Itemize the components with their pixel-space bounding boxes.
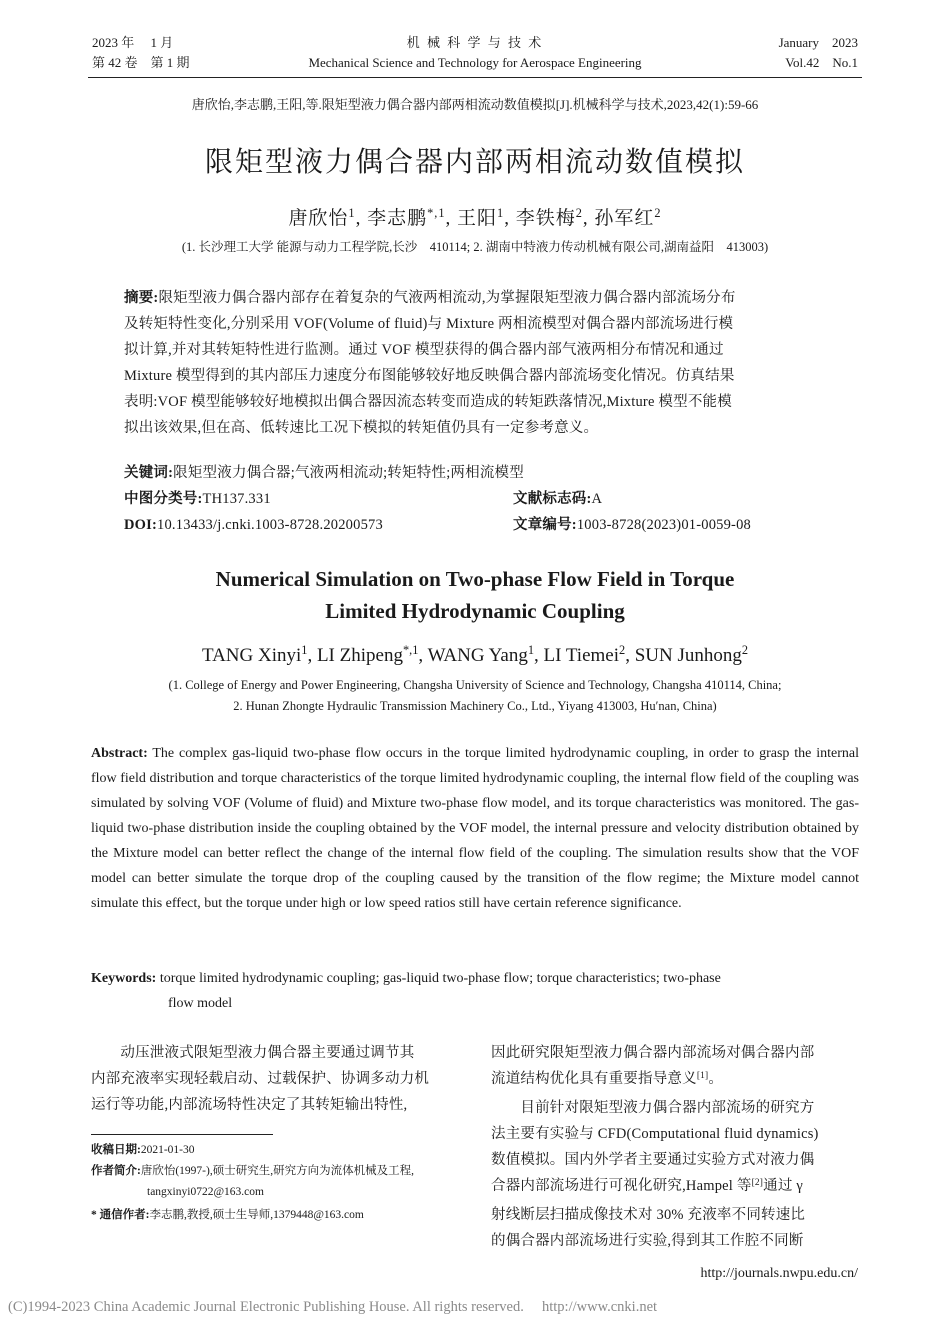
author-en-name: WANG Yang [427, 645, 528, 666]
title-cn: 限矩型液力偶合器内部两相流动数值模拟 [204, 145, 745, 178]
bio-value: 唐欣怡(1997-),硕士研究生,研究方向为流体机械及工程, [140, 1165, 414, 1177]
abstract-en [91, 741, 859, 916]
clc-label: 中图分类号: [124, 491, 203, 507]
header-journal-en: Mechanical Science and Technology for Aerospace Engineering [308, 55, 642, 70]
footnote-corresponding [91, 1205, 364, 1226]
keywords-en-label: Keywords: [91, 971, 157, 986]
header-volume-en: Vol.42 No.1 [785, 55, 858, 70]
header-journal-cn: 机 械 科 学 与 技 术 [406, 35, 544, 50]
keywords-cn [124, 460, 524, 486]
keywords-en-text: torque limited hydrodynamic coupling; gas-liquid two-phase flow; torque characteristics; two-phase [159, 971, 721, 986]
author-en-sup: 1 [527, 643, 535, 658]
body-left-line: 运行等功能,内部流场特性决定了其转矩输出特性, [91, 1097, 408, 1113]
corr-value: 李志鹏,教授,硕士生导师,1379448@163.com [149, 1209, 364, 1221]
abstract-cn-label: 摘要: [124, 290, 159, 306]
author-cn-name: 李志鹏 [367, 208, 428, 229]
keywords-cn-text: 限矩型液力偶合器;气液两相流动;转矩特性;两相流模型 [173, 465, 524, 481]
author-en-name: SUN Junhong [634, 645, 742, 666]
body-right-line: 因此研究限矩型液力偶合器内部流场对偶合器内部 [491, 1045, 815, 1061]
doc-code [513, 486, 602, 512]
body-right-line: 法主要有实验与 CFD(Computational fluid dynamics) [491, 1125, 819, 1142]
footnote-received [91, 1140, 195, 1161]
body-right-column [491, 1040, 863, 1254]
header-date: 2023 年 1 月 [92, 35, 174, 50]
abstract-cn-line: 限矩型液力偶合器内部存在着复杂的气液两相流动,为掌握限矩型液力偶合器内部流场分布 [158, 290, 736, 306]
journal-url[interactable]: http://journals.nwpu.edu.cn/ [700, 1266, 858, 1281]
body-right-line: 射线断层扫描成像技术对 30% 充液率不同转速比 [491, 1206, 806, 1223]
cnki-watermark: (C)1994-2023 China Academic Journal Electronic Publishing House. All rights reserved. http://www.cnki.net [8, 1299, 658, 1315]
author-cn-sup: 1 [497, 206, 505, 221]
keywords-cn-label: 关键词: [124, 465, 174, 481]
keywords-en [91, 966, 859, 991]
body-right-line: 目前针对限矩型液力偶合器内部流场的研究方 [491, 1099, 815, 1116]
author-en-name: LI Tiemei [543, 645, 620, 666]
article-number-value: 1003-8728(2023)01-0059-08 [576, 517, 751, 533]
abstract-cn [124, 285, 834, 441]
body-right-line: 流道结构优化具有重要指导意义[1]。 [491, 1071, 724, 1088]
abstract-cn-line: 拟计算,并对其转矩特性进行监测。通过 VOF 模型获得的偶合器内部气液两相分布情况和通过 [124, 342, 724, 358]
authors-en: TANG Xinyi$^1$, LI Zhipeng$^{*,1}$, WANG Yang$^1$, LI Tiemei$^2$, SUN Junhong$^2$ [201, 643, 749, 666]
author-en-sup: *,1 [402, 643, 419, 658]
title-en-line: Numerical Simulation on Two-phase Flow Field in Torque [215, 567, 735, 591]
affiliation-en-line: 2. Hunan Zhongte Hydraulic Transmission Machinery Co., Ltd., Yiyang 413003, Hu′nan, China) [233, 699, 717, 713]
body-left-line: 内部充液率实现轻载启动、过载保护、协调多动力机 [91, 1071, 430, 1087]
abstract-en-label: Abstract: [91, 746, 148, 761]
affiliation-cn: (1. 长沙理工大学 能源与动力工程学院,长沙 410114; 2. 湖南中特液力传动机械有限公司,湖南益阳 413003) [181, 240, 769, 254]
author-en-name: LI Zhipeng [316, 645, 403, 666]
article-number-label: 文章编号: [513, 517, 577, 533]
citation: 唐欣怡,李志鹏,王阳,等.限矩型液力偶合器内部两相流动数值模拟[J].机械科学与技术,2023,42(1):59-66 [191, 97, 759, 112]
body-right-line: 的偶合器内部流场进行实验,得到其工作腔不同断 [491, 1233, 804, 1250]
doi [124, 512, 383, 538]
abstract-cn-line: 表明:VOF 模型能够较好地模拟出偶合器因流态转变而造成的转矩跌落情况,Mixture 模型不能模 [124, 394, 732, 410]
header-volume: 第 42 卷 第 1 期 [92, 55, 190, 70]
author-cn-sup: 1 [348, 206, 356, 221]
header-month-en: January 2023 [778, 35, 858, 50]
doi-value: 10.13433/j.cnki.1003-8728.20200573 [157, 517, 383, 533]
author-en-name: TANG Xinyi [201, 645, 302, 666]
footnote-bio [91, 1161, 414, 1182]
footnote-rule [91, 1134, 273, 1135]
abstract-en-text: The complex gas-liquid two-phase flow occurs in the torque limited hydrodynamic coupling, in order to grasp the internal flow field distribution and torque characteristics of the torque limited hydrodynamic coupling, the internal flow field of the coupling was simulated by solving VOF (Volume of fluid) and Mixture two-phase flow model, and its torque characteristics was monitored. The gas-liquid two-phase distribution inside the coupling obtained by the VOF model, the internal pressure and velocity distribution obtained by the Mixture model can better reflect the change of the internal flow field of the coupling. The simulation results show that the VOF model can better simulate the torque drop of the coupling caused by the transition of the flow regime; the Mixture model cannot simulate this effect, but the torque under high or low speed ratios still have certain reference significance. [91, 746, 859, 911]
author-en-sup: 1 [301, 643, 308, 658]
title-en [60, 563, 890, 627]
keywords-en-continuation: flow model [168, 996, 233, 1011]
article-number [513, 512, 751, 538]
body-left-column [91, 1040, 463, 1118]
author-en-sup: 2 [741, 643, 749, 658]
author-cn-name: 李铁梅 [515, 208, 576, 229]
ref-1: [1] [696, 1071, 709, 1082]
body-left-line: 动压泄液式限矩型液力偶合器主要通过调节其 [91, 1045, 415, 1061]
received-label: 收稿日期: [91, 1144, 141, 1156]
received-value: 2021-01-30 [140, 1144, 195, 1156]
footnote-bio-email: tangxinyi0722@163.com [147, 1186, 264, 1198]
affiliation-en-line: (1. College of Energy and Power Engineering, Changsha University of Science and Technology, Changsha 410114, China; [168, 678, 782, 692]
body-right-line: 合器内部流场进行可视化研究,Hampel 等[2]通过 γ [491, 1178, 803, 1195]
header-rule [88, 77, 862, 78]
abstract-cn-line: 及转矩特性变化,分别采用 VOF(Volume of fluid)与 Mixture 两相流模型对偶合器内部流场进行模 [124, 316, 734, 332]
ref-2: [2] [751, 1178, 764, 1189]
doc-code-label: 文献标志码: [513, 491, 592, 507]
author-cn-name: 唐欣怡 [288, 208, 349, 229]
bio-label: 作者简介: [91, 1165, 141, 1177]
author-cn-sup: 2 [654, 206, 662, 221]
doi-label: DOI: [124, 517, 158, 533]
abstract-cn-line: Mixture 模型得到的其内部压力速度分布图能够较好地反映偶合器内部流场变化情况。仿真结果 [124, 368, 735, 384]
clc-value: TH137.331 [202, 491, 271, 507]
author-cn-name: 王阳 [457, 208, 498, 229]
body-right-line: 数值模拟。国内外学者主要通过实验方式对液力偶 [491, 1152, 815, 1169]
abstract-cn-line: 拟出该效果,但在高、低转速比工况下模拟的转矩值仍具有一定参考意义。 [124, 420, 599, 436]
author-cn-sup: *,1 [427, 206, 446, 221]
doc-code-value: A [591, 491, 603, 507]
author-cn-sup: 2 [575, 206, 583, 221]
clc-code [124, 486, 271, 512]
title-en-line: Limited Hydrodynamic Coupling [325, 599, 625, 623]
authors-cn: 唐欣怡$^1$, 李志鹏$^{*,1}$, 王阳$^1$, 李铁梅$^2$, 孙军红$^2$ [288, 206, 662, 229]
corr-label: * 通信作者: [91, 1209, 150, 1221]
affiliation-en [60, 675, 890, 717]
author-en-sup: 2 [619, 643, 626, 658]
author-cn-name: 孙军红 [594, 208, 655, 229]
